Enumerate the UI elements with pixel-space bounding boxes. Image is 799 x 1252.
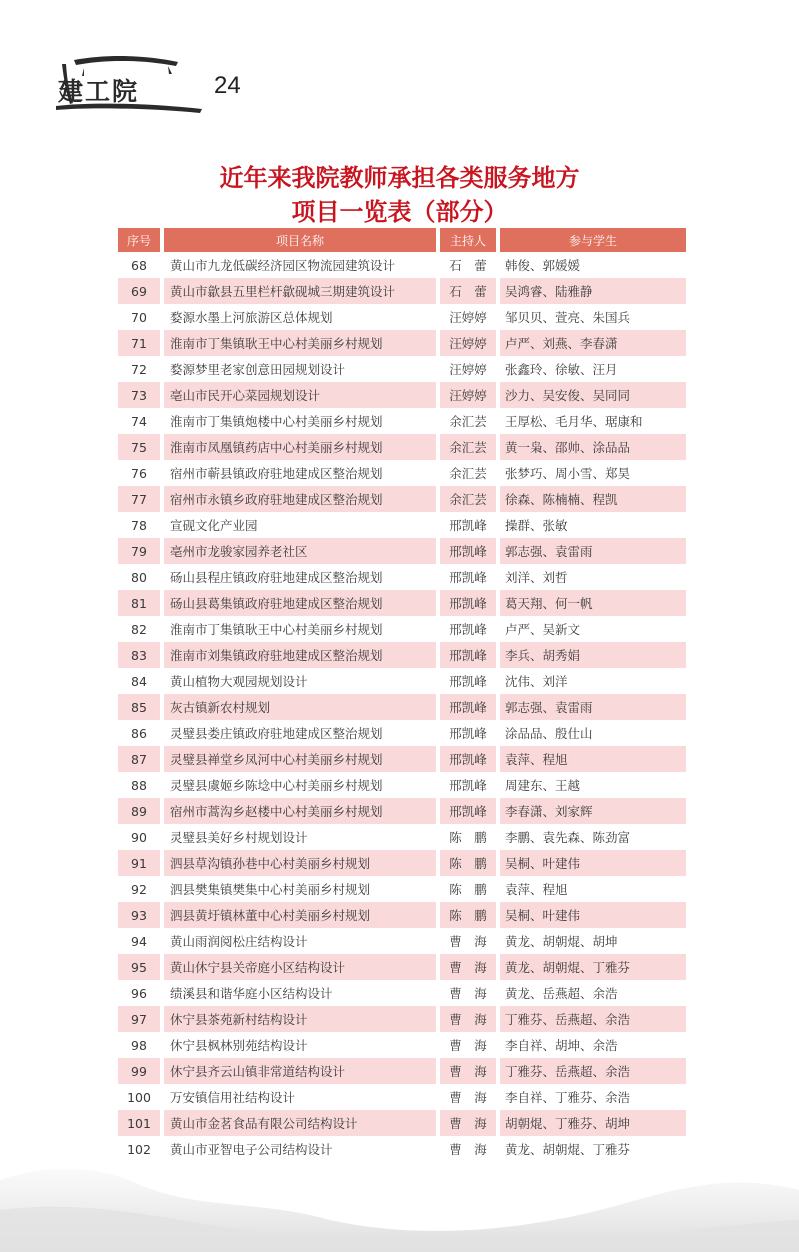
table-row — [118, 1032, 686, 1058]
table-row — [118, 486, 686, 512]
cell-host: 曹 海 — [440, 1110, 496, 1136]
cell-host: 陈 鹏 — [440, 902, 496, 928]
cell-index: 82 — [118, 616, 160, 642]
cell-index: 101 — [118, 1110, 160, 1136]
table-row — [118, 1006, 686, 1032]
cell-host: 汪婷婷 — [440, 304, 496, 330]
table-row — [118, 954, 686, 980]
cell-project: 宣砚文化产业园 — [164, 512, 436, 538]
cell-project: 灵璧县虞姬乡陈埝中心村美丽乡村规划 — [164, 772, 436, 798]
page-title-line2: 项目一览表（部分） — [291, 198, 508, 226]
column-header-index: 序号 — [118, 228, 160, 252]
cell-students: 张鑫玲、徐敏、汪月 — [500, 356, 686, 382]
cell-project: 万安镇信用社结构设计 — [164, 1084, 436, 1110]
ink-hills-decoration — [0, 1140, 799, 1252]
table-row — [118, 304, 686, 330]
cell-project: 黄山市歙县五里栏杆歙砚城三期建筑设计 — [164, 278, 436, 304]
table-row — [118, 694, 686, 720]
cell-project: 休宁县齐云山镇非常道结构设计 — [164, 1058, 436, 1084]
cell-host: 邢凯峰 — [440, 798, 496, 824]
cell-host: 石 蕾 — [440, 252, 496, 278]
column-header-project: 项目名称 — [164, 228, 436, 252]
cell-index: 76 — [118, 460, 160, 486]
cell-index: 87 — [118, 746, 160, 772]
cell-host: 曹 海 — [440, 1084, 496, 1110]
table-row — [118, 1110, 686, 1136]
cell-project: 黄山市九龙低碳经济园区物流园建筑设计 — [164, 252, 436, 278]
table-row — [118, 1058, 686, 1084]
table-row — [118, 772, 686, 798]
cell-project: 灰古镇新农村规划 — [164, 694, 436, 720]
cell-project: 黄山植物大观园规划设计 — [164, 668, 436, 694]
cell-index: 83 — [118, 642, 160, 668]
table-row — [118, 720, 686, 746]
cell-index: 85 — [118, 694, 160, 720]
cell-index: 72 — [118, 356, 160, 382]
cell-index: 98 — [118, 1032, 160, 1058]
cell-host: 邢凯峰 — [440, 668, 496, 694]
cell-index: 97 — [118, 1006, 160, 1032]
cell-host: 陈 鹏 — [440, 876, 496, 902]
cell-students: 葛天翔、何一帆 — [500, 590, 686, 616]
table-row — [118, 642, 686, 668]
cell-project: 淮南市刘集镇政府驻地建成区整治规划 — [164, 642, 436, 668]
cell-students: 刘洋、刘哲 — [500, 564, 686, 590]
cell-students: 丁雅芬、岳燕超、余浩 — [500, 1006, 686, 1032]
cell-students: 胡朝焜、丁雅芬、胡坤 — [500, 1110, 686, 1136]
table-row — [118, 434, 686, 460]
cell-students: 王厚松、毛月华、琚康和 — [500, 408, 686, 434]
table-row — [118, 616, 686, 642]
cell-project: 宿州市蕲县镇政府驻地建成区整治规划 — [164, 460, 436, 486]
cell-host: 余汇芸 — [440, 408, 496, 434]
cell-index: 86 — [118, 720, 160, 746]
cell-students: 张梦巧、周小雪、郑昊 — [500, 460, 686, 486]
cell-project: 泗县樊集镇樊集中心村美丽乡村规划 — [164, 876, 436, 902]
cell-host: 陈 鹏 — [440, 824, 496, 850]
cell-index: 92 — [118, 876, 160, 902]
cell-students: 黄一枭、邵帅、涂品品 — [500, 434, 686, 460]
column-header-students: 参与学生 — [500, 228, 686, 252]
logo-text: 建工院 — [58, 77, 140, 106]
table-row — [118, 512, 686, 538]
cell-students: 李鹏、袁先森、陈劲富 — [500, 824, 686, 850]
cell-index: 68 — [118, 252, 160, 278]
cell-project: 淮南市丁集镇炮楼中心村美丽乡村规划 — [164, 408, 436, 434]
cell-students: 周建东、王越 — [500, 772, 686, 798]
cell-index: 94 — [118, 928, 160, 954]
cell-host: 余汇芸 — [440, 486, 496, 512]
cell-index: 78 — [118, 512, 160, 538]
cell-host: 邢凯峰 — [440, 512, 496, 538]
cell-students: 李自祥、胡坤、余浩 — [500, 1032, 686, 1058]
table-row — [118, 1084, 686, 1110]
cell-index: 99 — [118, 1058, 160, 1084]
cell-students: 李兵、胡秀娟 — [500, 642, 686, 668]
table-row — [118, 876, 686, 902]
cell-project: 黄山市亚智电子公司结构设计 — [164, 1136, 436, 1162]
cell-index: 88 — [118, 772, 160, 798]
cell-students: 吴桐、叶建伟 — [500, 902, 686, 928]
cell-host: 邢凯峰 — [440, 694, 496, 720]
cell-students: 李自祥、丁雅芬、余浩 — [500, 1084, 686, 1110]
table-row — [118, 382, 686, 408]
cell-index: 96 — [118, 980, 160, 1006]
cell-host: 邢凯峰 — [440, 642, 496, 668]
table-row — [118, 252, 686, 278]
cell-students: 吴桐、叶建伟 — [500, 850, 686, 876]
cell-project: 灵璧县禅堂乡凤河中心村美丽乡村规划 — [164, 746, 436, 772]
table-row — [118, 538, 686, 564]
table-row — [118, 746, 686, 772]
cell-host: 邢凯峰 — [440, 720, 496, 746]
cell-project: 砀山县程庄镇政府驻地建成区整治规划 — [164, 564, 436, 590]
cell-project: 绩溪县和谐华庭小区结构设计 — [164, 980, 436, 1006]
column-header-host: 主持人 — [440, 228, 496, 252]
table-row — [118, 356, 686, 382]
page-number: 24 — [214, 72, 241, 99]
cell-project: 淮南市丁集镇耿王中心村美丽乡村规划 — [164, 330, 436, 356]
cell-index: 93 — [118, 902, 160, 928]
page-title-line1: 近年来我院教师承担各类服务地方 — [219, 164, 580, 192]
cell-index: 91 — [118, 850, 160, 876]
cell-index: 84 — [118, 668, 160, 694]
cell-students: 郭志强、袁雷雨 — [500, 694, 686, 720]
cell-index: 77 — [118, 486, 160, 512]
cell-project: 婺源梦里老家创意田园规划设计 — [164, 356, 436, 382]
cell-host: 余汇芸 — [440, 434, 496, 460]
cell-index: 69 — [118, 278, 160, 304]
cell-students: 袁萍、程旭 — [500, 876, 686, 902]
cell-host: 邢凯峰 — [440, 772, 496, 798]
table-row — [118, 408, 686, 434]
cell-host: 曹 海 — [440, 980, 496, 1006]
cell-students: 黄龙、胡朝焜、胡坤 — [500, 928, 686, 954]
cell-host: 曹 海 — [440, 1006, 496, 1032]
cell-host: 邢凯峰 — [440, 564, 496, 590]
cell-host: 曹 海 — [440, 1032, 496, 1058]
cell-project: 休宁县枫林别苑结构设计 — [164, 1032, 436, 1058]
cell-host: 余汇芸 — [440, 460, 496, 486]
cell-index: 90 — [118, 824, 160, 850]
cell-students: 黄龙、胡朝焜、丁雅芬 — [500, 1136, 686, 1162]
table-body — [118, 252, 686, 1162]
cell-index: 80 — [118, 564, 160, 590]
cell-host: 石 蕾 — [440, 278, 496, 304]
table-row — [118, 668, 686, 694]
cell-students: 黄龙、岳燕超、余浩 — [500, 980, 686, 1006]
cell-project: 淮南市丁集镇耿王中心村美丽乡村规划 — [164, 616, 436, 642]
cell-students: 郭志强、袁雷雨 — [500, 538, 686, 564]
cell-project: 亳州市龙骏家园养老社区 — [164, 538, 436, 564]
cell-students: 李春潇、刘家辉 — [500, 798, 686, 824]
cell-host: 曹 海 — [440, 928, 496, 954]
cell-host: 曹 海 — [440, 1058, 496, 1084]
cell-project: 亳山市民开心菜园规划设计 — [164, 382, 436, 408]
cell-host: 曹 海 — [440, 1136, 496, 1162]
cell-project: 宿州市蒿沟乡赵楼中心村美丽乡村规划 — [164, 798, 436, 824]
cell-host: 邢凯峰 — [440, 746, 496, 772]
cell-index: 100 — [118, 1084, 160, 1110]
cell-students: 吴鸿睿、陆雅静 — [500, 278, 686, 304]
cell-students: 黄龙、胡朝焜、丁雅芬 — [500, 954, 686, 980]
cell-index: 71 — [118, 330, 160, 356]
cell-project: 宿州市永镇乡政府驻地建成区整治规划 — [164, 486, 436, 512]
cell-project: 黄山休宁县关帝庭小区结构设计 — [164, 954, 436, 980]
cell-index: 74 — [118, 408, 160, 434]
cell-project: 黄山雨润阅松庄结构设计 — [164, 928, 436, 954]
cell-students: 沙力、吴安俊、吴同同 — [500, 382, 686, 408]
cell-host: 曹 海 — [440, 954, 496, 980]
cell-project: 灵璧县美好乡村规划设计 — [164, 824, 436, 850]
project-table — [118, 228, 686, 1162]
cell-project: 砀山县葛集镇政府驻地建成区整治规划 — [164, 590, 436, 616]
cell-index: 89 — [118, 798, 160, 824]
cell-host: 汪婷婷 — [440, 382, 496, 408]
cell-students: 韩俊、郭媛媛 — [500, 252, 686, 278]
cell-students: 涂品品、殷仕山 — [500, 720, 686, 746]
cell-project: 淮南市凤凰镇药店中心村美丽乡村规划 — [164, 434, 436, 460]
cell-students: 袁萍、程旭 — [500, 746, 686, 772]
cell-students: 徐森、陈楠楠、程凯 — [500, 486, 686, 512]
cell-host: 邢凯峰 — [440, 538, 496, 564]
cell-project: 婺源水墨上河旅游区总体规划 — [164, 304, 436, 330]
cell-project: 休宁县茶苑新村结构设计 — [164, 1006, 436, 1032]
cell-host: 邢凯峰 — [440, 590, 496, 616]
cell-host: 陈 鹏 — [440, 850, 496, 876]
table-row — [118, 590, 686, 616]
cell-index: 70 — [118, 304, 160, 330]
table-row — [118, 460, 686, 486]
table-row — [118, 824, 686, 850]
cell-index: 79 — [118, 538, 160, 564]
cell-project: 泗县草沟镇孙巷中心村美丽乡村规划 — [164, 850, 436, 876]
table-header — [118, 228, 686, 252]
cell-host: 汪婷婷 — [440, 356, 496, 382]
table-row — [118, 564, 686, 590]
table-row — [118, 980, 686, 1006]
cell-students: 卢严、刘燕、李春潇 — [500, 330, 686, 356]
table-row — [118, 928, 686, 954]
cell-index: 102 — [118, 1136, 160, 1162]
table-row — [118, 278, 686, 304]
cell-students: 操群、张敏 — [500, 512, 686, 538]
cell-host: 汪婷婷 — [440, 330, 496, 356]
table-row — [118, 330, 686, 356]
cell-students: 卢严、吴新文 — [500, 616, 686, 642]
cell-project: 泗县黄圩镇林董中心村美丽乡村规划 — [164, 902, 436, 928]
cell-students: 邹贝贝、萱亮、朱国兵 — [500, 304, 686, 330]
cell-students: 丁雅芬、岳燕超、余浩 — [500, 1058, 686, 1084]
table-row — [118, 850, 686, 876]
cell-project: 灵璧县娄庄镇政府驻地建成区整治规划 — [164, 720, 436, 746]
cell-host: 邢凯峰 — [440, 616, 496, 642]
table-row — [118, 798, 686, 824]
cell-index: 75 — [118, 434, 160, 460]
table-row — [118, 902, 686, 928]
cell-students: 沈伟、刘洋 — [500, 668, 686, 694]
cell-index: 81 — [118, 590, 160, 616]
cell-project: 黄山市金茗食品有限公司结构设计 — [164, 1110, 436, 1136]
cell-index: 73 — [118, 382, 160, 408]
cell-index: 95 — [118, 954, 160, 980]
